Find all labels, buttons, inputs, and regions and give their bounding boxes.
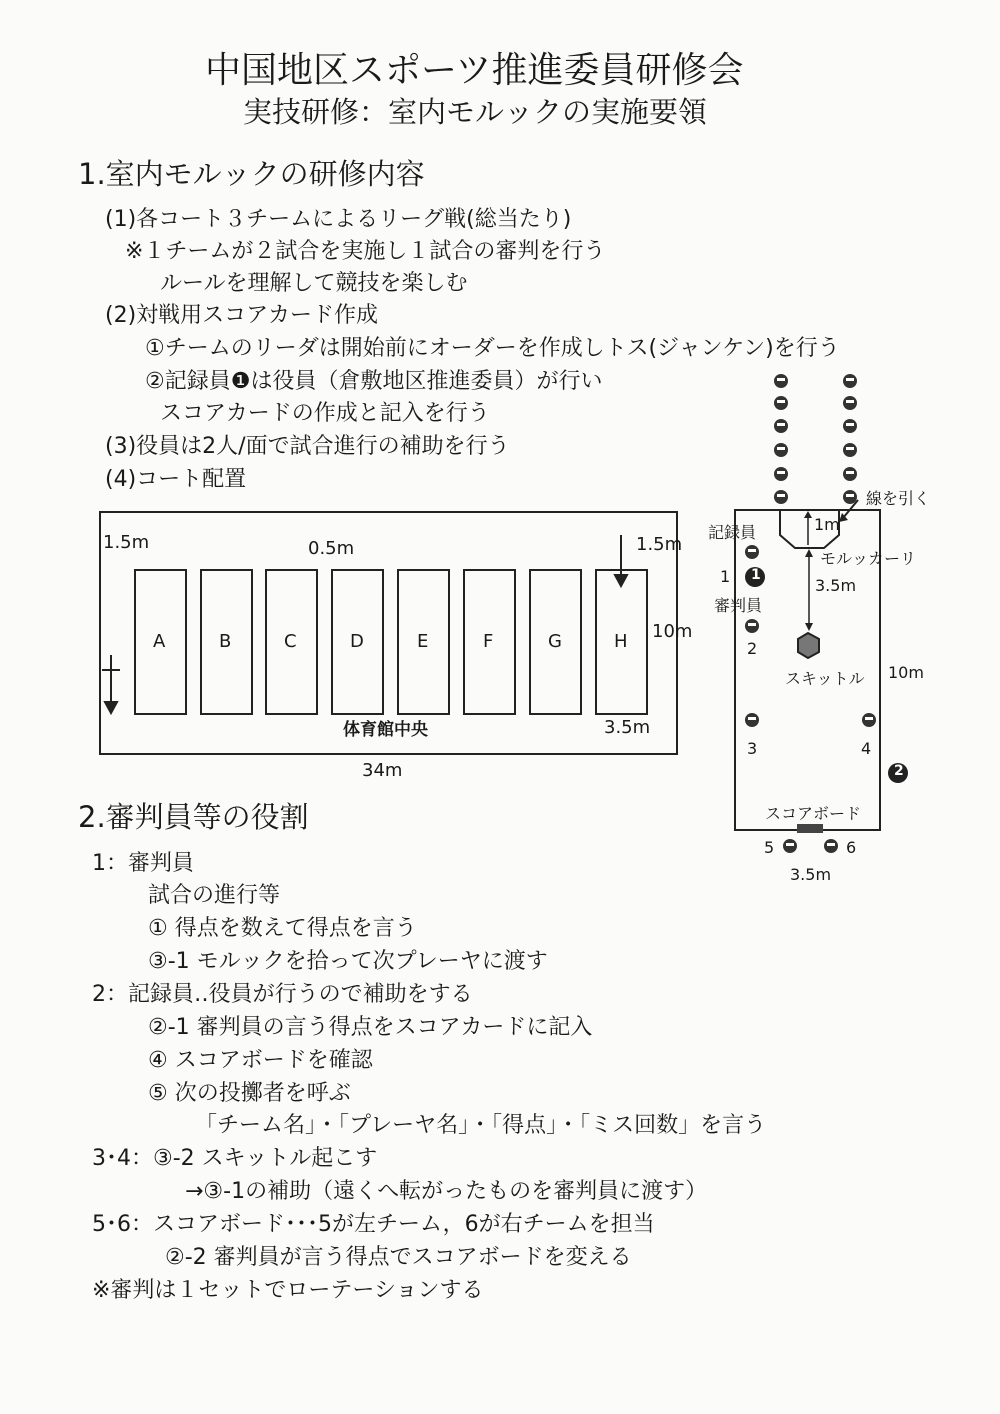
recorder-label: 記録員: [708, 523, 757, 542]
section2-line: 1：審判員: [92, 851, 194, 876]
court-label-e: E: [417, 631, 429, 652]
margin-right-label: 1.5m: [636, 534, 683, 555]
draw-line-label: 線を引く: [866, 489, 931, 508]
width-top-label: 3.5m: [815, 576, 857, 595]
section2-line: 2：記録員‥役員が行うので補助をする: [92, 982, 473, 1007]
section2-line: ※審判は１セットでローテーションする: [92, 1278, 484, 1303]
section2-line: 3･4：③-2 スキットル起こす: [92, 1146, 378, 1171]
section1-line: (4)コート配置: [105, 467, 247, 492]
section2-line: 「チーム名」・「プレーヤ名」・「得点」・「ミス回数」を言う: [195, 1113, 767, 1138]
section2-line: ②-2 審判員が言う得点でスコアボードを変える: [165, 1245, 632, 1270]
referee-label: 審判員: [714, 596, 763, 615]
player-queue-right: [843, 374, 857, 504]
player-queue-left: [774, 374, 788, 504]
scoreboard-label: スコアボード: [765, 804, 862, 823]
official-badge-label: 2: [894, 763, 904, 779]
position-3-label: 3: [747, 739, 758, 758]
section2-line: 試合の進行等: [148, 883, 281, 908]
court-length-label: 10m: [652, 621, 693, 642]
position-2-label: 2: [747, 639, 758, 658]
gap-label: 0.5m: [308, 538, 355, 559]
section1-line: (2)対戦用スコアカード作成: [105, 303, 378, 328]
court-label-b: B: [219, 631, 232, 652]
section1-line: スコアカードの作成と記入を行う: [160, 401, 490, 426]
center-label: 体育館中央: [343, 720, 428, 740]
court-length-detail-label: 10m: [888, 663, 924, 682]
section2-line: →③-1の補助（遠くへ転がったものを審判員に渡す）: [185, 1179, 708, 1204]
court-label-a: A: [153, 631, 166, 652]
position-1-label: 1: [720, 567, 731, 586]
section2-line: ②-1 審判員の言う得点をスコアカードに記入: [148, 1015, 593, 1040]
position-6-label: 6: [846, 838, 857, 857]
position-4-label: 4: [861, 739, 872, 758]
court-label-d: D: [350, 631, 364, 652]
section1-line: (3)役員は2人/面で試合進行の補助を行う: [105, 434, 510, 459]
section1-heading: 1.室内モルックの研修内容: [78, 157, 425, 191]
position-5-label: 5: [764, 838, 775, 857]
section2-line: ① 得点を数えて得点を言う: [148, 916, 417, 941]
page-subtitle: 実技研修：室内モルックの実施要領: [243, 95, 708, 129]
molkkaari-label: モルッカーリ: [820, 549, 917, 568]
section1-line: ルールを理解して競技を楽しむ: [160, 271, 468, 296]
court-label-f: F: [483, 631, 494, 652]
court-label-g: G: [548, 631, 562, 652]
width-bottom-label: 3.5m: [790, 865, 832, 884]
section2-line: ③-1 モルックを拾って次プレーヤに渡す: [148, 949, 548, 974]
court-label-c: C: [284, 631, 297, 652]
skittle-cluster: [798, 633, 819, 658]
section1-line: ②記録員❶は役員（倉敷地区推進委員）が行い: [145, 369, 603, 394]
section1-line: ※１チームが２試合を実施し１試合の審判を行う: [125, 239, 606, 264]
section1-line: ①チームのリーダは開始前にオーダーを作成しトス(ジャンケン)を行う: [145, 336, 840, 361]
skittle-label: スキットル: [785, 669, 865, 688]
section2-line: ⑤ 次の投擲者を呼ぶ: [148, 1081, 351, 1106]
margin-left-label: 1.5m: [103, 532, 150, 553]
page-title: 中国地区スポーツ推進委員研修会: [205, 50, 744, 91]
recorder-badge-label: 1: [751, 567, 761, 583]
total-width-label: 34m: [362, 760, 403, 781]
one-meter-label: 1m: [814, 515, 840, 534]
section1-line: (1)各コート３チームによるリーグ戦(総当たり): [105, 207, 572, 232]
section2-line: ④ スコアボードを確認: [148, 1048, 373, 1073]
scoreboard-shape: [797, 824, 823, 833]
court-width-label: 3.5m: [604, 717, 651, 738]
court-label-h: H: [614, 631, 628, 652]
section2-heading: 2.審判員等の役割: [78, 800, 309, 834]
section2-line: 5･6：スコアボード･･･5が左チーム，6が右チームを担当: [92, 1212, 655, 1237]
